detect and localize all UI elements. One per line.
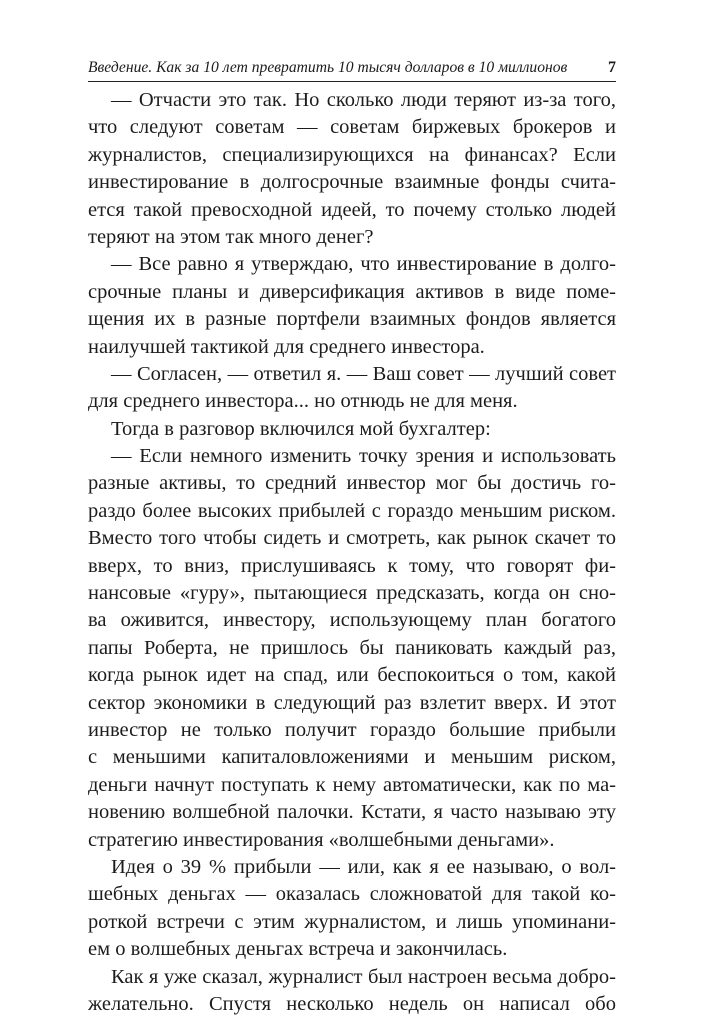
text-line: желательно. Спустя несколько недель он написал обо <box>88 992 616 1015</box>
text-line: роткой встречи с этим журналистом, и лишь упоминани- <box>88 910 616 933</box>
text-line: наилучшей тактикой для среднего инвестора. <box>88 335 485 358</box>
text-line: щения их в разные портфели взаимных фондов является <box>88 308 616 331</box>
text-line: инвестор не только получит гораздо большие прибыли <box>88 718 616 741</box>
text-line: Как я уже сказал, журналист был настроен весьма добро- <box>111 965 616 988</box>
text-line: с меньшими капиталовложениями и меньшим риском, <box>88 746 616 769</box>
text-line: Тогда в разговор включился мой бухгалтер: <box>111 417 491 440</box>
text-line: разные активы, то средний инвестор мог бы достичь го- <box>88 472 616 495</box>
text-line: стратегию инвестирования «волшебными деньгами». <box>88 828 555 851</box>
text-line: ва оживится, инвестору, использующему план богатого <box>88 609 616 632</box>
text-line: инвестирование в долгосрочные взаимные фонды счита- <box>88 171 616 194</box>
text-line: новению волшебной палочки. Кстати, я часто называю эту <box>88 801 616 824</box>
text-line: Вместо того чтобы сидеть и смотреть, как рынок скачет то <box>88 527 616 550</box>
running-header-title: Введение. Как за 10 лет превратить 10 тысяч долларов в 10 миллионов <box>88 59 568 76</box>
text-line: — Все равно я утверждаю, что инвестирование в долго- <box>111 253 616 276</box>
text-line: когда рынок идет на спад, или беспокоиться о том, какой <box>88 664 616 687</box>
text-line: теряют на этом так много денег? <box>88 225 374 248</box>
text-line: нансовые «гуру», пытающиеся предсказать, когда он сно- <box>88 582 616 605</box>
text-line: — Отчасти это так. Но сколько люди теряют из-за того, <box>111 89 616 111</box>
text-line: — Согласен, — ответил я. — Ваш совет — лучший совет <box>111 362 616 385</box>
body-text <box>88 87 616 1018</box>
text-line: ется такой превосходной идеей, то почему столько людей <box>88 198 616 221</box>
text-line: шебных деньгах — оказалась сложноватой для такой ко- <box>88 883 616 906</box>
header-divider <box>88 81 616 82</box>
text-line: деньги начнут поступать к нему автоматически, как по ма- <box>88 773 616 796</box>
text-line: Идея о 39 % прибыли — или, как я ее называю, о вол- <box>111 855 616 878</box>
text-line: раздо более высоких прибылей с гораздо меньшим риском. <box>88 499 616 522</box>
text-line: сектор экономики в следующий раз взлетит вверх. И этот <box>88 691 616 714</box>
text-line: — Если немного изменить точку зрения и использовать <box>111 445 616 468</box>
text-line: ем о волшебных деньгах встреча и закончилась. <box>88 938 508 961</box>
text-line: срочные планы и диверсификация активов в виде поме- <box>88 280 616 303</box>
text-line: вверх, то вниз, прислушиваясь к тому, что говорят фи- <box>88 554 616 577</box>
text-line: журналистов, специализирующихся на финансах? Если <box>88 143 616 166</box>
text-line: что следуют советам — советам биржевых брокеров и <box>88 116 616 139</box>
page-number: 7 <box>608 59 616 76</box>
running-header <box>88 57 616 79</box>
text-line: папы Роберта, не пришлось бы паниковать каждый раз, <box>88 636 616 659</box>
text-line: для среднего инвестора... но отнюдь не для меня. <box>88 390 518 413</box>
